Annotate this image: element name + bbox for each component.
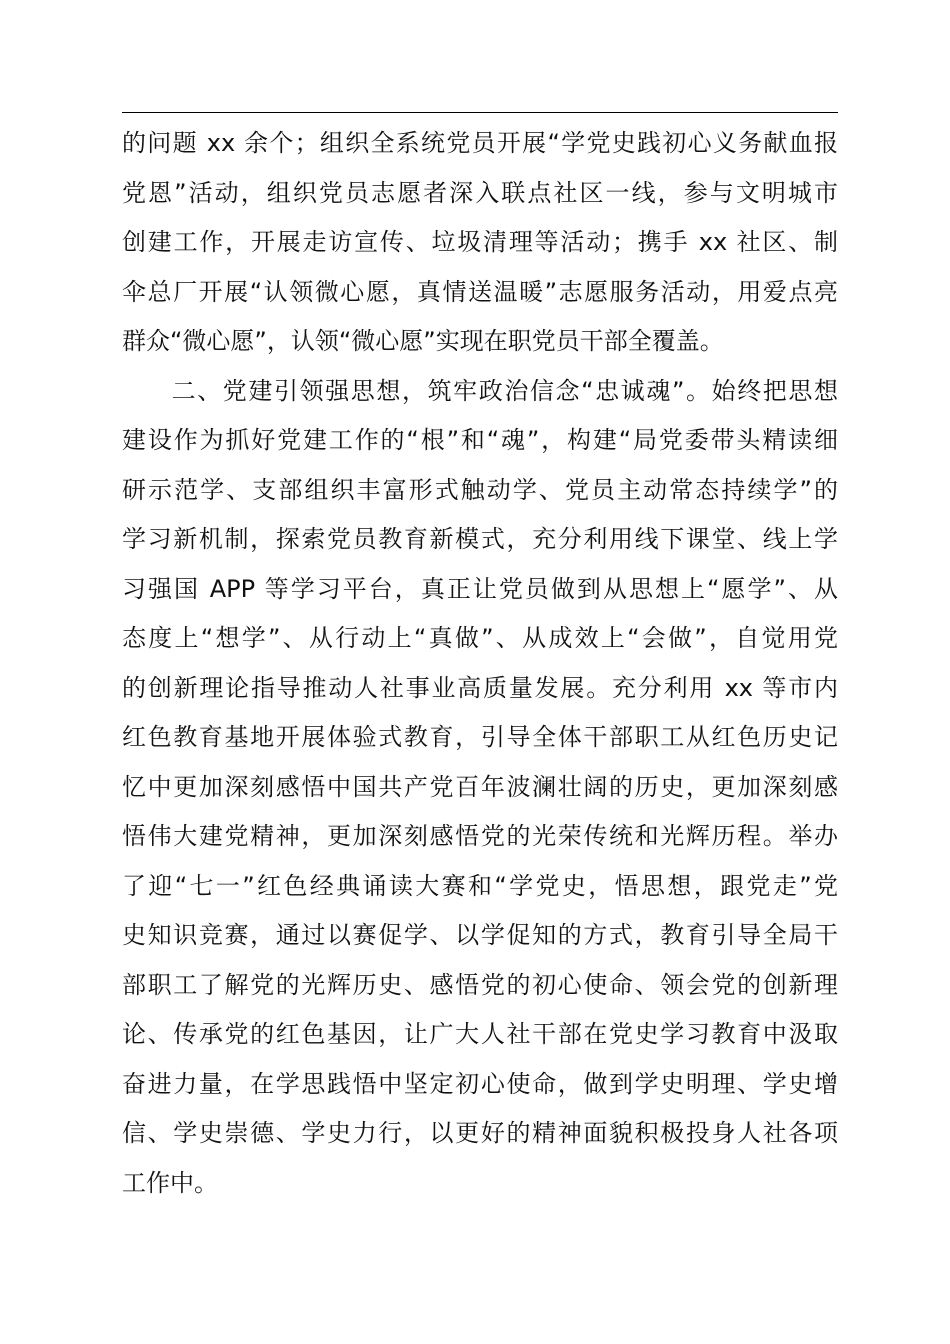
text-line: 态度上“想学”、从行动上“真做”、从成效上“会做”，自觉用党 [122,624,838,652]
text-line: 奋进力量，在学思践悟中坚定初心使命，做到学史明理、学史增 [122,1069,838,1098]
header-rule [122,112,838,113]
text-line: 学习新机制，探索党员教育新模式，充分利用线下课堂、线上学 [122,525,838,553]
text-line: 忆中更加深刻感悟中国共产党百年波澜壮阔的历史，更加深刻感 [122,772,838,801]
text-line: 信、学史崇德、学史力行，以更好的精神面貌积极投身人社各项 [122,1119,838,1147]
text-line: 工作中。 [122,1168,218,1197]
text-line: 习强国 APP 等学习平台，真正让党员做到从思想上“愿学”、从 [122,574,838,603]
text-line: 悟伟大建党精神，更加深刻感悟党的光荣传统和光辉历程。举办 [122,822,838,850]
text-line: 伞总厂开展“认领微心愿，真情送温暖”志愿服务活动，用爱点亮 [122,277,838,306]
text-line: 史知识竞赛，通过以赛促学、以学促知的方式，教育引导全局干 [122,921,838,949]
text-line: 群众“微心愿”，认领“微心愿”实现在职党员干部全覆盖。 [122,327,724,355]
text-line: 研示范学、支部组织丰富形式触动学、党员主动常态持续学”的 [122,475,838,504]
text-line: 论、传承党的红色基因，让广大人社干部在党史学习教育中汲取 [122,1020,838,1048]
text-line: 的问题 xx 余个；组织全系统党员开展“学党史践初心义务献血报 [122,129,838,157]
text-line: 创建工作，开展走访宣传、垃圾清理等活动；携手 xx 社区、制 [122,228,838,256]
text-line: 建设作为抓好党建工作的“根”和“魂”，构建“局党委带头精读细 [122,426,838,454]
text-line: 红色教育基地开展体验式教育，引导全体干部职工从红色历史记 [122,723,838,751]
text-line: 了迎“七一”红色经典诵读大赛和“学党史，悟思想，跟党走”党 [122,871,838,900]
text-line: 的创新理论指导推动人社事业高质量发展。充分利用 xx 等市内 [122,673,838,702]
text-line-content: 二、党建引领强思想，筑牢政治信念“忠诚魂”。始终把思想 [170,376,838,405]
body-text [122,119,838,1208]
text-line-indented [122,367,838,417]
text-line: 党恩”活动，组织党员志愿者深入联点社区一线，参与文明城市 [122,178,838,207]
text-line: 部职工了解党的光辉历史、感悟党的初心使命、领会党的创新理 [122,970,838,999]
